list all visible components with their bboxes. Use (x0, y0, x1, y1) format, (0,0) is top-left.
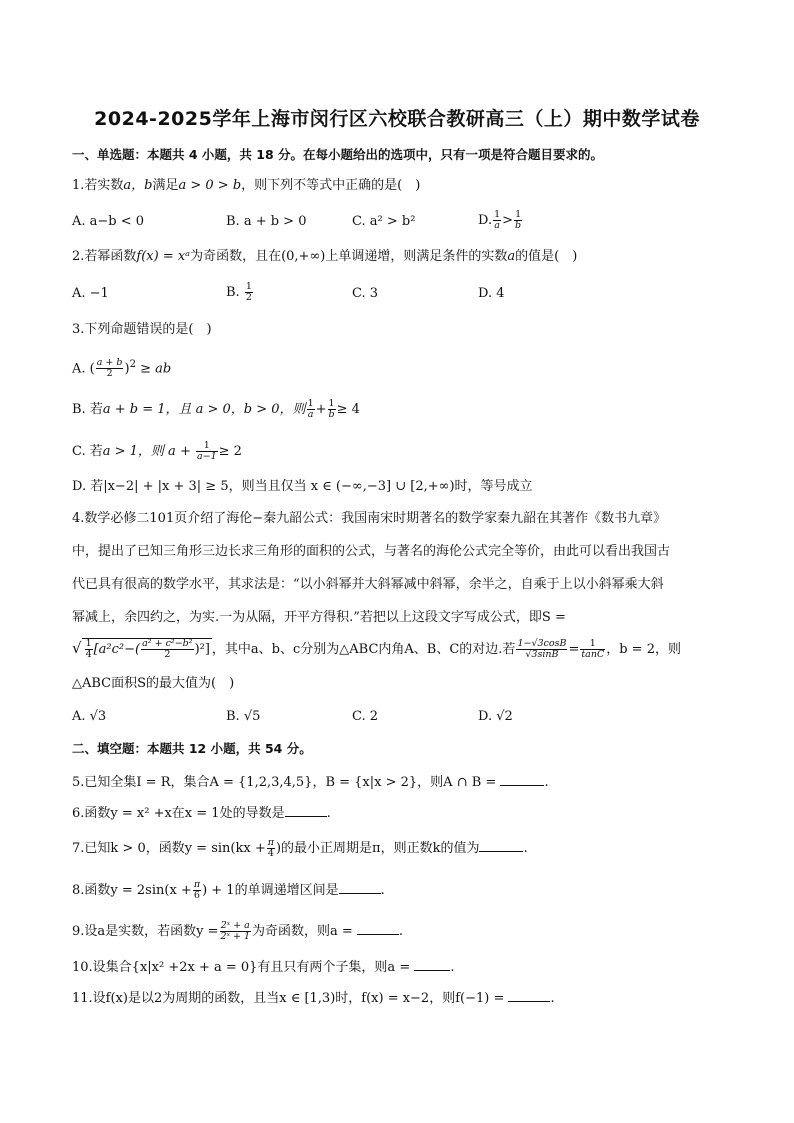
q4-option-c[interactable]: C. 2 (352, 709, 379, 724)
period: . (523, 841, 528, 856)
q3-option-c[interactable] (72, 441, 242, 462)
q2-stem-pre: 2.若幂函数 (72, 249, 137, 264)
question-1-stem (72, 177, 732, 195)
frac-1-over-4 (85, 639, 93, 660)
q1-option-b[interactable]: B. a + b > 0 (226, 214, 307, 229)
q3-option-a[interactable]: A. ( $\frac{a + b}{2}$ )$^2$ ≥ ab (72, 357, 172, 380)
frac-1-over-tanc (580, 639, 605, 660)
frac-den: b (515, 220, 522, 231)
question-11 (72, 988, 732, 1008)
answer-blank[interactable] (414, 957, 450, 971)
frac-1-over-2 (245, 282, 253, 303)
q4-option-b[interactable]: B. √5 (226, 709, 261, 724)
q1-option-c[interactable]: C. a² > b² (352, 214, 416, 229)
frac-num: 1 (196, 441, 218, 452)
answer-blank[interactable] (479, 838, 523, 852)
period: . (326, 806, 331, 821)
frac-den: 4 (267, 848, 274, 859)
frac-num: 1 (245, 281, 252, 292)
frac-1-over-a (307, 399, 315, 420)
q1-option-a[interactable]: A. a−b < 0 (72, 214, 145, 229)
q2-option-d[interactable]: D. 4 (478, 286, 505, 301)
frac-num: 1 (328, 398, 335, 409)
frac-den: b (328, 409, 335, 420)
q1-condition: a > 0 > b (178, 178, 242, 193)
frac-num: 1 (85, 638, 92, 649)
frac-num: 1 (494, 209, 501, 220)
section-fill-in-header: 二、填空题：本题共 12 小题，共 54 分。 (72, 741, 312, 756)
sqrt-icon: √ (72, 639, 82, 657)
q2-function: f(x) = xᵃ (136, 249, 191, 264)
q4-line-6: △ABC面积S的最大值为( ) (72, 676, 235, 691)
q2-option-b[interactable] (226, 282, 254, 303)
answer-blank[interactable] (285, 803, 327, 817)
frac-den: 4 (85, 649, 92, 660)
frac-num: a + b (96, 357, 123, 369)
period: . (398, 924, 404, 939)
q3-option-b[interactable]: B. 若a + b = 1，且 a > 0，b > 0，则 $\frac{1}{a}$ + $\frac{1}{b}$ ≥ 4 (72, 398, 360, 420)
q1-vars: a，b (123, 178, 153, 193)
section-single-choice-header: 一、单选题：本题共 4 小题，共 18 分。在每小题给出的选项中，只有一项是符合题目要求的。 (72, 147, 604, 162)
q9-post: 为奇函数，则a = (252, 924, 357, 939)
question-7 (72, 838, 732, 859)
frac-num: 1 (515, 209, 522, 220)
frac-1-over-b (328, 399, 336, 420)
q2-option-c[interactable]: C. 3 (352, 286, 379, 301)
q1-stem-post: ，则下列不等式中正确的是( ) (241, 178, 421, 193)
q5-text: 5.已知全集I = R，集合A = {1,2,3,4,5}，B = {x|x > 2}，则A ∩ B = (72, 775, 501, 790)
frac-pi-over-4 (267, 838, 275, 859)
frac-num: 1−√3cosB (517, 638, 567, 649)
frac-1-over-a (493, 210, 501, 231)
frac-den: 2 (106, 368, 113, 380)
q4-line-2: 中，提出了已知三角形三边长求三角形的面积的公式，与著名的海伦公式完全等价，由此可以看出我国古 (72, 544, 671, 559)
q4-line-3: 代已具有很高的数学水平，其求法是：“以小斜幂并大斜幂减中斜幂，余半之，自乘于上以小斜幂乘大斜 (72, 577, 664, 592)
frac-den: a (494, 220, 500, 231)
q2-option-a[interactable]: A. −1 (72, 286, 109, 301)
frac-num: 1 (580, 639, 605, 650)
heron-pre: [a²c²−( (93, 642, 141, 657)
answer-blank[interactable] (357, 921, 399, 935)
question-3-stem: 3.下列命题错误的是( ) (72, 322, 212, 337)
frac-num: π (193, 879, 201, 890)
question-9 (72, 921, 732, 942)
question-5 (72, 772, 732, 792)
q6-text: 6.函数y = x² +x在x = 1处的导数是 (72, 806, 285, 821)
question-2-stem (72, 248, 732, 266)
frac-den: √3sinB (525, 649, 559, 660)
frac-pi-over-6 (193, 880, 201, 901)
period: . (450, 960, 455, 975)
q3-b-cond: a + b = 1，且 a > 0，b > 0，则 (102, 402, 306, 417)
q1-stem-pre: 1.若实数 (72, 178, 124, 193)
question-8 (72, 880, 732, 901)
q3-b-pre: B. 若 (72, 402, 103, 417)
frac-den: 6 (193, 890, 200, 901)
frac-cos-over-sin (516, 639, 567, 660)
q3-c-pre: C. 若 (72, 444, 103, 459)
q4-line-1: 4.数学必修二101页介绍了海伦−秦九韶公式：我国南宋时期著名的数学家秦九韶在其著作《数书九章》 (72, 511, 667, 526)
q4-line5-post: ，b = 2，则 (606, 642, 681, 657)
q4-line5-mid: ，其中a、b、c分别为△ABC内角A、B、C的对边.若 (211, 642, 516, 657)
q4-line-5: √ $\frac{1}{4}$ [a²c²−( $\frac{\text{a² + c²−b²}}{2}$ )²] ，其中a、b、c分别为△ABC内角A、B、C的对边.若 $\frac{1-√3\cos B}{√3\sin B}$ = $\frac{1}{\tan C}$ ，b = 2，则 (72, 638, 681, 660)
q3-b-post: ≥ 4 (336, 402, 360, 417)
answer-blank[interactable] (508, 988, 550, 1002)
frac-num: a² + c²−b² (142, 638, 193, 649)
q2-option-b-prefix: B. (226, 285, 240, 300)
q3-c-post: ≥ 2 (218, 444, 242, 459)
q4-line-4: 幂减上，余四约之，为实.一为从隔，开平方得积.”若把以上这段文字写成公式，即S = (72, 610, 566, 625)
frac-den: 2 (245, 292, 252, 303)
q3-option-d[interactable]: D. 若|x−2| + |x + 3| ≥ 5，则当且仅当 x ∈ (−∞,−3] ∪ [2,+∞)时，等号成立 (72, 479, 533, 494)
q4-option-a[interactable]: A. √3 (72, 709, 107, 724)
q1-stem-mid: 满足 (152, 178, 179, 193)
q3-c-cond: a > 1，则 a + (102, 444, 191, 459)
period: . (544, 775, 549, 790)
heron-formula (82, 638, 212, 660)
question-6 (72, 803, 732, 823)
frac-den: a (307, 409, 314, 420)
q8-post: ) + 1的单调递增区间是 (202, 883, 339, 898)
q4-option-d[interactable]: D. √2 (478, 709, 513, 724)
frac-1-over-a-minus-1 (196, 441, 218, 462)
frac-num: 1 (307, 398, 314, 409)
frac-exp (220, 921, 251, 942)
q9-pre: 9.设a是实数，若函数y = (72, 924, 219, 939)
frac-heron (141, 639, 193, 660)
q2-stem-post: 的值是( ) (515, 249, 578, 264)
q8-pre: 8.函数y = 2sin(x + (72, 883, 192, 898)
page-title: 2024-2025学年上海市闵行区六校联合教研高三（上）期中数学试卷 (94, 108, 700, 130)
frac-num: 2ˣ + a (220, 920, 250, 931)
frac-a-plus-b-over-2 (96, 358, 124, 379)
q1-option-d-prefix: D. (478, 213, 493, 228)
q10-text: 10.设集合{x|x² +2x + a = 0}有且只有两个子集，则a = (72, 960, 415, 975)
q7-pre: 7.已知k > 0，函数y = sin(kx + (72, 841, 266, 856)
q3-a-post: ≥ ab (140, 361, 172, 377)
q1-option-d[interactable]: D. $\frac{1}{a}$ > $\frac{1}{b}$ (478, 209, 522, 231)
q11-text: 11.设f(x)是以2为周期的函数，且当x ∈ [1,3)时，f(x) = x−2，则f(−1) = (72, 991, 509, 1006)
q2-stem-mid: 为奇函数，且在(0,+∞)上单调递增，则满足条件的实数 (190, 249, 508, 264)
frac-den: a−1 (196, 451, 217, 462)
heron-post: )²] (194, 642, 210, 657)
question-10 (72, 957, 732, 977)
period: . (380, 883, 385, 898)
q7-post: )的最小正周期是π，则正数k的值为 (275, 841, 480, 856)
frac-den: 2ˣ + 1 (220, 931, 250, 942)
answer-blank[interactable] (500, 772, 544, 786)
frac-den: 2 (164, 649, 171, 660)
frac-den: tanC (581, 649, 605, 660)
frac-1-over-b (514, 210, 522, 231)
answer-blank[interactable] (339, 880, 381, 894)
period: . (550, 991, 555, 1006)
q2-var-a: a (507, 249, 516, 264)
frac-num: π (267, 837, 274, 848)
